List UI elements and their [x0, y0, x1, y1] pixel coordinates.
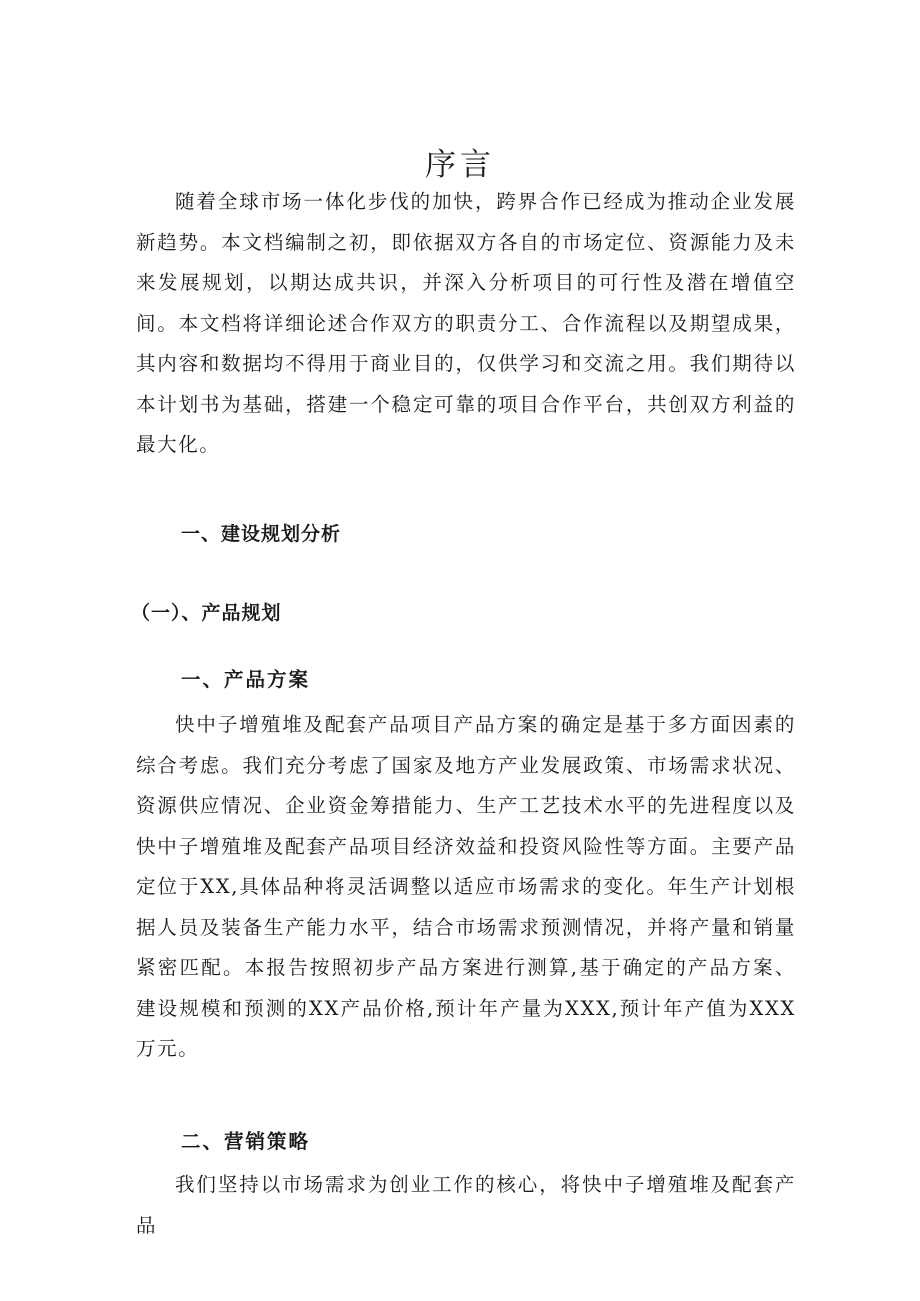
section-heading-construction-planning: 一、建设规划分析	[181, 523, 342, 545]
page-title: 序言	[425, 146, 495, 183]
product-plan-paragraph: 快中子增殖堆及配套产品项目产品方案的确定是基于多方面因素的综合考虑。我们充分考虑了国家及地方产业发展政策、市场需求状况、资源供应情况、企业资金筹措能力、生产工艺技术水平的先进程度以及快中子增殖堆及配套产品项目经济效益和投资风险性等方面。主要产品定位于XX,具体品种将灵活调整以适应市场需求的变化。年生产计划根据人员及装备生产能力水平，结合市场需求预测情况，并将产量和销量紧密匹配。本报告按照初步产品方案进行测算,基于确定的产品方案、建设规模和预测的XX产品价格,预计年产量为XXX,预计年产值为XXX万元。	[136, 713, 796, 1060]
item-heading-marketing-strategy: 二、营销策略	[181, 1130, 311, 1153]
item-heading-product-plan: 一、产品方案	[181, 668, 311, 691]
preface-paragraph: 随着全球市场一体化步伐的加快，跨界合作已经成为推动企业发展新趋势。本文档编制之初，即依据双方各自的市场定位、资源能力及未来发展规划，以期达成共识，并深入分析项目的可行性及潜在增值空间。本文档将详细论述合作双方的职责分工、合作流程以及期望成果，其内容和数据均不得用于商业目的，仅供学习和交流之用。我们期待以本计划书为基础，搭建一个稳定可靠的项目合作平台，共创双方利益的最大化。	[136, 190, 796, 456]
subsection-heading-product-planning: （一）、产品规划	[131, 602, 282, 624]
marketing-strategy-paragraph: 我们坚持以市场需求为创业工作的核心，将快中子增殖堆及配套产品	[136, 1173, 796, 1237]
